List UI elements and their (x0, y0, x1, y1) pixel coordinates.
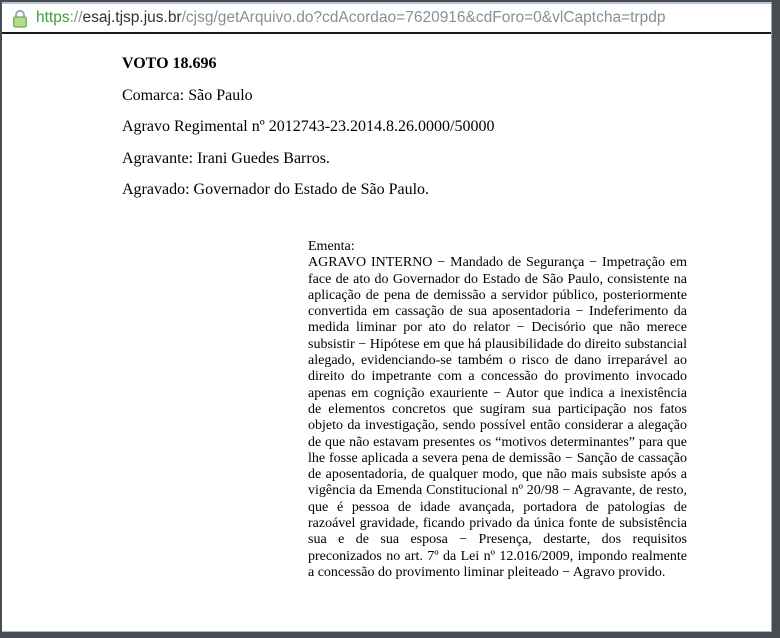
agravante-line: Agravante: Irani Guedes Barros. (122, 149, 330, 167)
ssl-lock-icon[interactable] (12, 9, 28, 28)
browser-content (2, 2, 772, 632)
ementa-block (308, 239, 687, 581)
url-path: /cjsg/getArquivo.do?cdAcordao=7620916&cdForo=0&vlCaptcha=trpdp (181, 9, 666, 26)
ementa-label: Ementa: (308, 239, 355, 254)
document-header (122, 48, 494, 206)
document-page (2, 34, 771, 631)
doc-title: VOTO 18.696 (122, 55, 217, 72)
comarca-line: Comarca: São Paulo (122, 86, 253, 104)
agravado-line: Agravado: Governador do Estado de São Paulo. (122, 181, 430, 198)
address-bar[interactable] (2, 2, 771, 34)
processo-line: Agravo Regimental nº 2012743-23.2014.8.26.0000/50000 (122, 118, 495, 135)
url-scheme: https (36, 9, 70, 26)
url-text[interactable] (36, 9, 665, 27)
ementa-text: AGRAVO INTERNO − Mandado de Segurança − Impetração em face de ato do Governador do Estado de São Paulo, consistente na aplicação de pena de demissão a servidor público, posteriormente convertida em cassação de sua aposentadoria − Indeferimento da medida liminar por ato do relator − Decisório que não merece subsistir − Hipótese em que há plausibilidade do direito substancial alegado, evidenciando-se também o risco de dano irreparável ao direito do impetrante com a concessão do provimento invocado apenas em cognição exauriente − Autor que indica a inexistência de elementos concretos que sugiram sua participação nos fatos objeto da investigação, sendo possível então considerar a alegação de que não estavam presentes os “motivos determinantes” para que lhe fosse aplicada a severa pena de demissão − Sanção de cassação de aposentadoria, de qualquer modo, que não mais subsiste após a vigência da Emenda Constitucional nº 20/98 − Agravante, de resto, que é pessoa de idade avançada, portadora de patologias de razoável gravidade, ficando privado da única fonte de subsistência sua e de sua esposa − Presença, destarte, dos requisitos preconizados no art. 7º da Lei nº 12.016/2009, impondo realmente a concessão do provimento liminar pleiteado − Agravo provido. (308, 255, 687, 580)
url-separator: :// (69, 9, 83, 26)
url-domain: esaj.tjsp.jus.br (82, 9, 182, 26)
